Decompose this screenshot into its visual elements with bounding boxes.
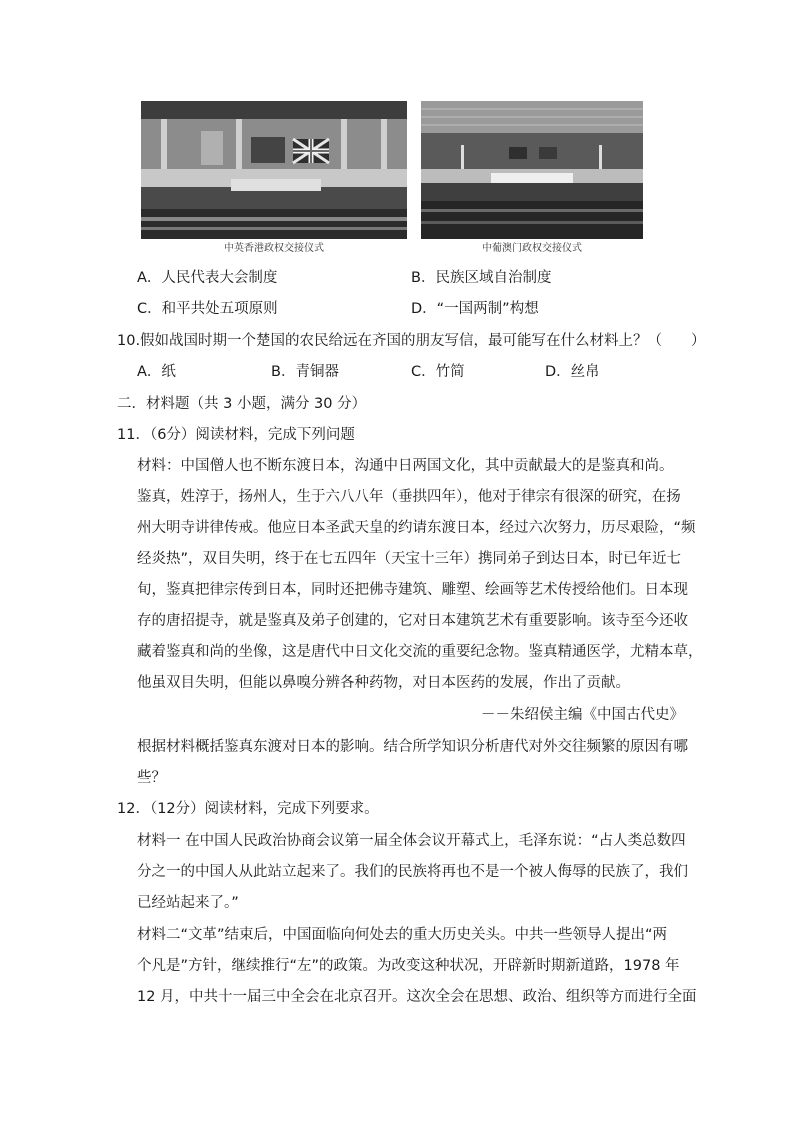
q10-option-a: A．纸 [137,364,176,380]
q9-option-c: C．和平共处五项原则 [137,301,278,317]
q11-material-line: 州大明寺讲律传戒。他应日本圣武天皇的约请东渡日本，经过六次努力，历尽艰险，“频 [137,520,696,536]
q11-material-line: 存的唐招提寺，就是鉴真及弟子创建的，它对日本建筑艺术有重要影响。该寺至今还收 [137,613,688,629]
q11-source: －－朱绍侯主编《中国古代史》 [481,707,684,723]
q11-material-line: 藏着鉴真和尚的坐像，这是唐代中日文化交流的重要纪念物。鉴真精通医学，尤精本草， [137,644,703,660]
q12-material2-line: 12 月，中共十一届三中全会在北京召开。这次全会在思想、政治、组织等方而进行全面 [137,989,697,1005]
hongkong-caption: 中英香港政权交接仪式 [224,243,324,254]
hongkong-handover-photo [141,101,407,239]
q11-material-line: 鉴真，姓淳于，扬州人，生于六八八年（垂拱四年），他对于律宗有很深的研究，在扬 [137,489,681,505]
q9-option-a: A．人民代表大会制度 [137,270,278,286]
q12-material1-line: 已经站起来了。” [137,895,239,911]
q12-stem: 12．（12分）阅读材料，完成下列要求。 [117,801,379,817]
q11-question-line: 些？ [137,770,166,786]
section-title: 二．材料题（共 3 小题，满分 30 分） [117,396,367,412]
q10-option-c: C．竹简 [411,364,465,380]
q11-material-line: 他虽双目失明，但能以鼻嗅分辨各种药物，对日本医药的发展，作出了贡献。 [137,675,630,691]
q11-material-line: 经炎热”，双目失明，终于在七五四年（天宝十三年）携同弟子到达日本，时已年近七 [137,551,682,567]
q11-stem: 11．（6分）阅读材料，完成下列问题 [117,427,355,443]
q9-option-b: B．民族区域自治制度 [411,270,552,286]
macau-caption: 中葡澳门政权交接仪式 [482,243,582,254]
q12-material1-line: 分之一的中国人从此站立起来了。我们的民族将再也不是一个被人侮辱的民族了，我们 [137,864,688,880]
q12-material2-line: 个凡是”方针，继续推行“左”的政策。为改变这种状况，开辟新时期新道路，1978 年 [137,958,680,974]
q10-option-b: B．青铜器 [271,364,339,380]
q10-stem: 10.假如战国时期一个楚国的农民给远在齐国的朋友写信，最可能写在什么材料上？（ ） [117,333,706,349]
q11-material-line: 材料：中国僧人也不断东渡日本，沟通中日两国文化，其中贡献最大的是鉴真和尚。 [137,458,674,474]
q10-option-d: D．丝帛 [545,364,600,380]
q12-material2-line: 材料二“文革”结束后，中国面临向何处去的重大历史关头。中共一些领导人提出“两 [137,927,668,943]
q11-material-line: 旬，鉴真把律宗传到日本，同时还把佛寺建筑、雕塑、绘画等艺术传授给他们。日本现 [137,582,688,598]
q9-option-d: D．“一国两制”构想 [411,301,539,317]
q12-material1-line: 材料一 在中国人民政治协商会议第一届全体会议开幕式上，毛泽东说：“占人类总数四 [137,833,686,849]
q11-question-line: 根据材料概括鉴真东渡对日本的影响。结合所学知识分析唐代对外交往频繁的原因有哪 [137,739,688,755]
macau-handover-photo [421,101,643,239]
